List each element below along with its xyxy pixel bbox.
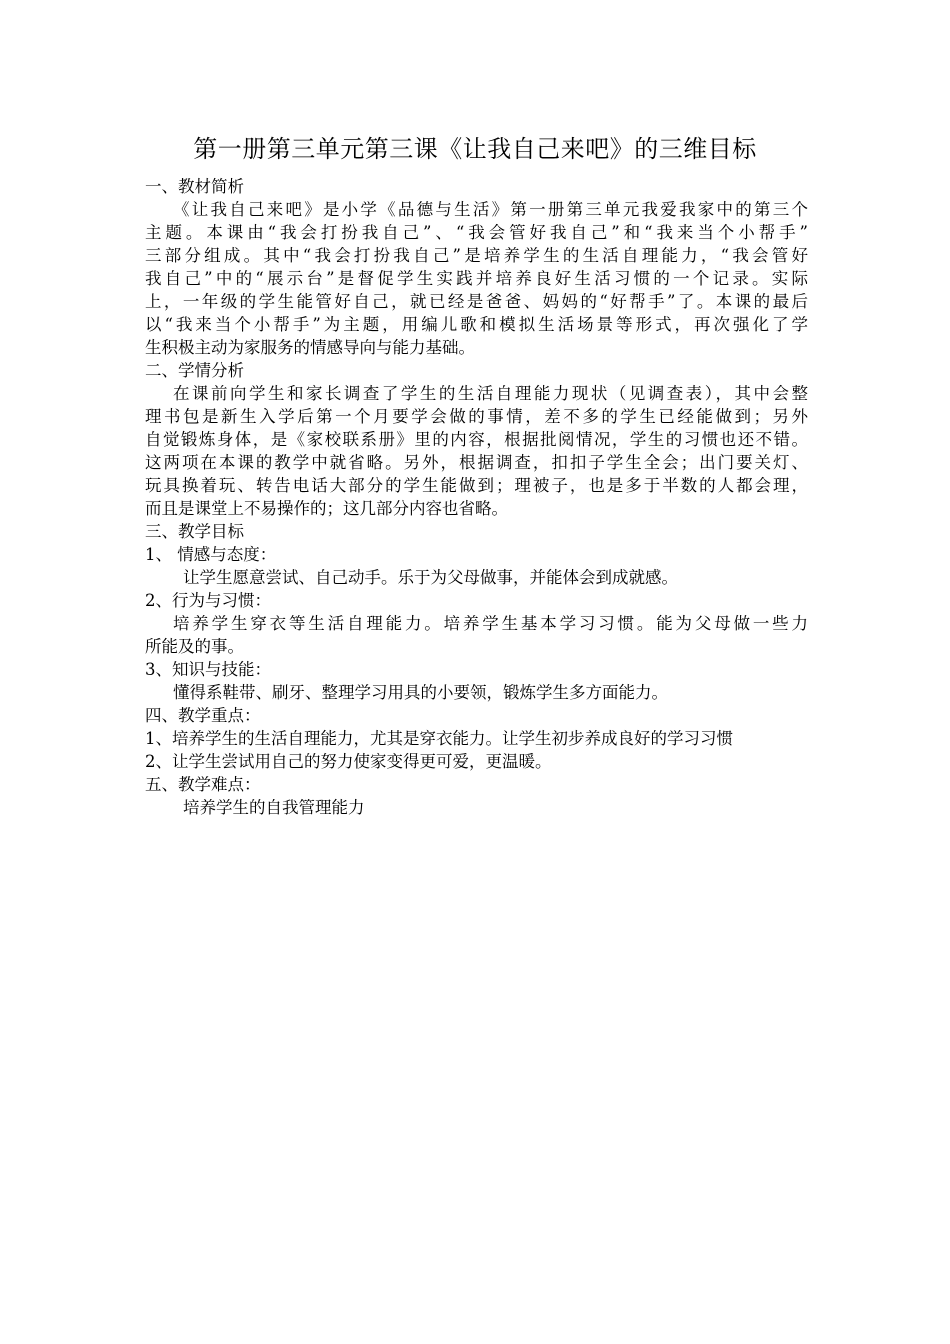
goal-text-knowledge: 懂得系鞋带、刷牙、整理学习用具的小要领，锻炼学生多方面能力。 bbox=[173, 683, 668, 702]
paragraph-line: 自觉锻炼身体，是《家校联系册》里的内容，根据批阅情况，学生的习惯也还不错。 bbox=[145, 430, 808, 449]
key-point-item: 1、培养学生的生活自理能力，尤其是穿衣能力。让学生初步养成良好的学习习惯 bbox=[145, 729, 733, 748]
paragraph-line: 而且是课堂上不易操作的；这几部分内容也省略。 bbox=[145, 499, 508, 518]
section-heading-teaching-goals: 三、教学目标 bbox=[145, 522, 244, 541]
key-point-item: 2、让学生尝试用自己的努力使家变得更可爱，更温暖。 bbox=[145, 752, 552, 771]
goal-label-knowledge: 3、知识与技能： bbox=[145, 660, 271, 679]
goal-text-behavior: 所能及的事。 bbox=[145, 637, 244, 656]
paragraph-line: 在课前向学生和家长调查了学生的生活自理能力现状（见调查表），其中会整 bbox=[173, 384, 808, 403]
section-heading-textbook-analysis: 一、教材简析 bbox=[145, 177, 244, 196]
section-heading-key-points: 四、教学重点： bbox=[145, 706, 261, 725]
paragraph-line: 玩具换着玩、转告电话大部分的学生能做到；理被子，也是多于半数的人都会理， bbox=[145, 476, 808, 495]
paragraph-line: 《让我自己来吧》是小学《品德与生活》第一册第三单元我爱我家中的第三个 bbox=[173, 200, 808, 219]
document-body bbox=[145, 175, 808, 819]
paragraph-line: 主题。本课由“我会打扮我自己”、“我会管好我自己”和“我来当个小帮手” bbox=[145, 223, 808, 242]
goal-text-emotion: 让学生愿意尝试、自己动手。乐于为父母做事，并能体会到成就感。 bbox=[183, 568, 678, 587]
difficulty-text: 培养学生的自我管理能力 bbox=[183, 798, 365, 817]
goal-label-emotion: 1、 情感与态度： bbox=[145, 545, 277, 564]
section-heading-student-analysis: 二、学情分析 bbox=[145, 361, 244, 380]
section-heading-difficulties: 五、教学难点： bbox=[145, 775, 261, 794]
goal-label-behavior: 2、行为与习惯： bbox=[145, 591, 271, 610]
paragraph-line: 我自己”中的“展示台”是督促学生实践并培养良好生活习惯的一个记录。实际 bbox=[145, 269, 808, 288]
paragraph-line: 三部分组成。其中“我会打扮我自己”是培养学生的生活自理能力，“我会管好 bbox=[145, 246, 808, 265]
paragraph-line: 这两项在本课的教学中就省略。另外，根据调查，扣扣子学生全会；出门要关灯、 bbox=[145, 453, 808, 472]
paragraph-line: 生积极主动为家服务的情感导向与能力基础。 bbox=[145, 338, 475, 357]
paragraph-line: 上，一年级的学生能管好自己，就已经是爸爸、妈妈的“好帮手”了。本课的最后 bbox=[145, 292, 808, 311]
paragraph-line: 理书包是新生入学后第一个月要学会做的事情，差不多的学生已经能做到；另外 bbox=[145, 407, 808, 426]
document-title: 第一册第三单元第三课《让我自己来吧》的三维目标 bbox=[193, 135, 757, 163]
paragraph-line: 以“我来当个小帮手”为主题，用编儿歌和模拟生活场景等形式，再次强化了学 bbox=[145, 315, 808, 334]
goal-text-behavior: 培养学生穿衣等生活自理能力。培养学生基本学习习惯。能为父母做一些力 bbox=[173, 614, 808, 633]
